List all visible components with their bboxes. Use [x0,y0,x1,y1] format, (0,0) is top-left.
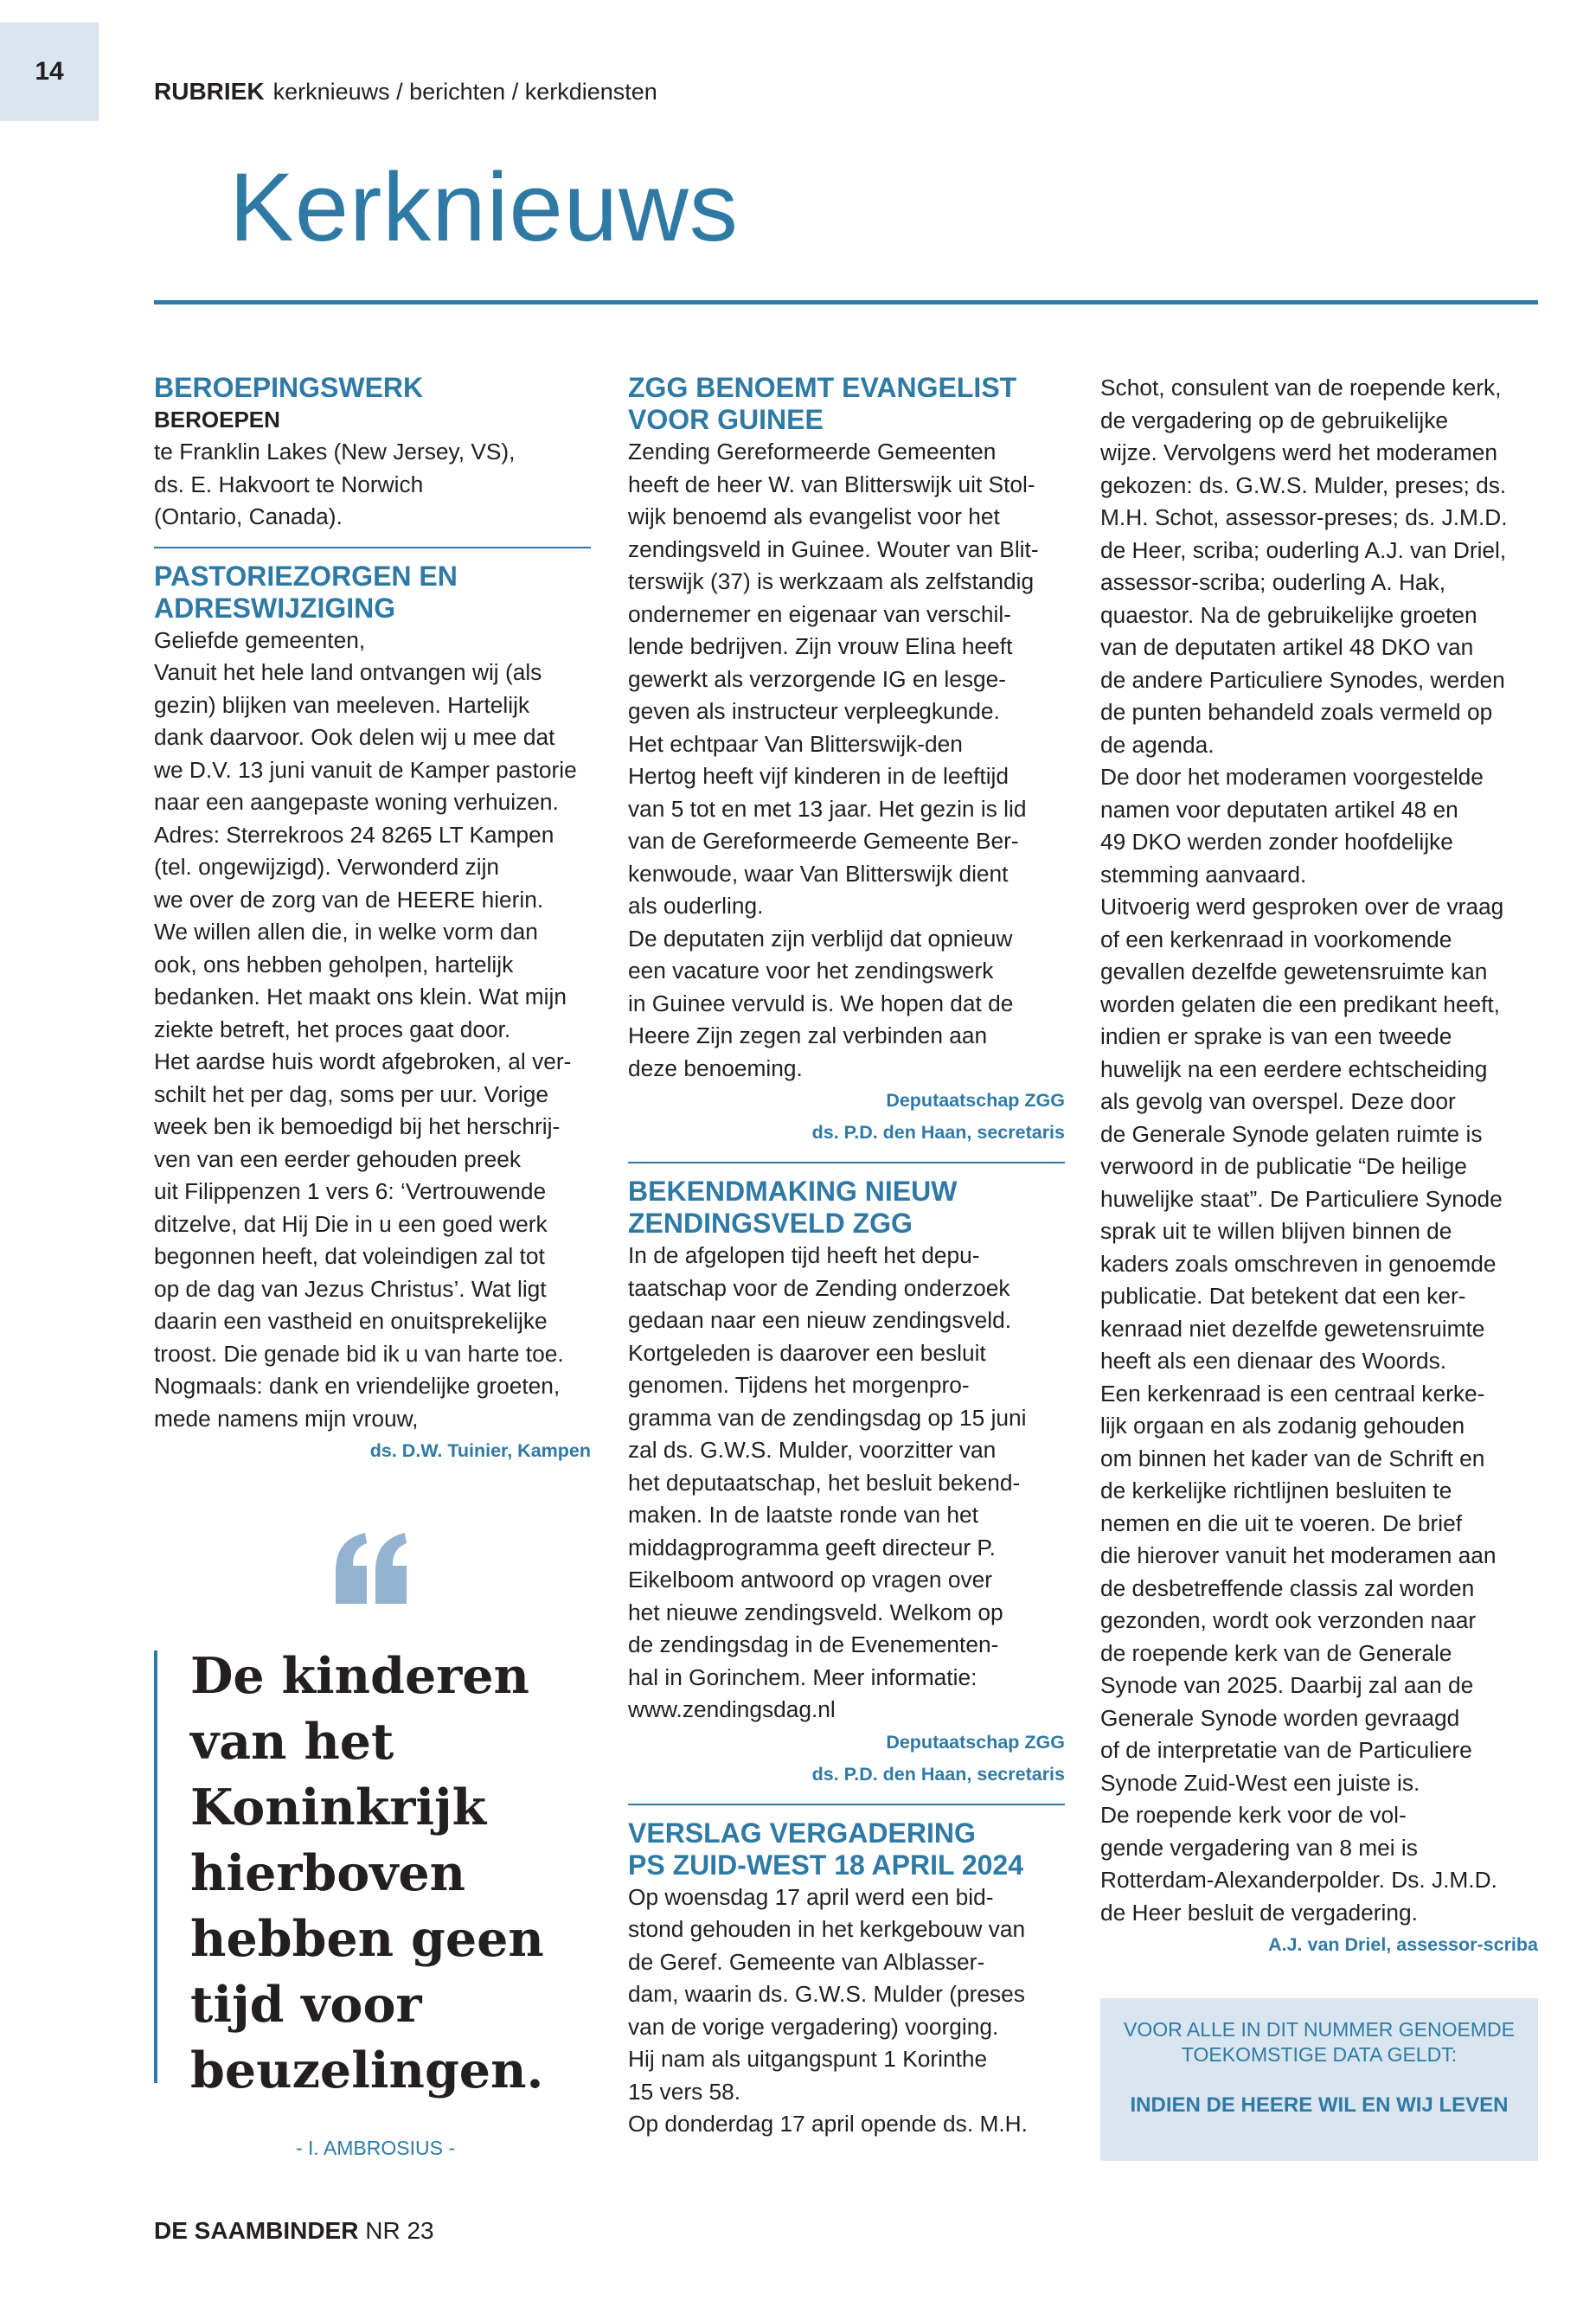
section-heading-pastoriezorgen [154,561,591,625]
pastorie-body [154,625,591,1436]
quote-line: beuzelingen. [190,2041,544,2099]
text-line: het deputaatschap, het besluit bekend- [628,1469,1021,1496]
quote-line: van het [190,1713,394,1771]
text-line: kenwoude, waar Van Blitterswijk dient [628,860,1009,887]
text-line: de Generale Synode gelaten ruimte is [1100,1120,1483,1147]
text-line: we over de zorg van de HEERE hierin. [154,886,544,913]
text-line: zal ds. G.W.S. Mulder, voorzitter van [628,1437,997,1463]
text-line: troost. Die genade bid ik u van harte toe. [154,1340,564,1367]
text-line: ondernemer en eigenaar van verschil- [628,600,1011,627]
quote-mark-icon [332,1531,410,1609]
text-line: www.zendingsdag.nl [628,1696,836,1722]
text-line: van 5 tot en met 13 jaar. Het gezin is lid [628,795,1027,822]
text-line: assessor-scriba; ouderling A. Hak, [1100,569,1446,595]
text-line: zendingsveld in Guinee. Wouter van Blit- [628,535,1039,562]
heading-line: ADRESWIJZIGING [154,592,396,624]
text-line: die hierover vanuit het moderamen aan [1100,1542,1497,1568]
text-line: gevallen dezelfde gewetensruimte kan [1100,958,1488,984]
text-line: We willen allen die, in welke vorm dan [154,919,538,945]
rubric-path: kerknieuws / berichten / kerkdiensten [272,79,657,105]
signature-tuinier: ds. D.W. Tuinier, Kampen [369,1440,591,1461]
text-line: namen voor deputaten artikel 48 en [1100,796,1458,823]
text-line: lende bedrijven. Zijn vrouw Elina heeft [628,633,1013,659]
text-line: gezin) blijken van meeleven. Hartelijk [154,691,530,718]
text-line: bedanken. Het maakt ons klein. Wat mijn [154,984,567,1009]
text-line: de desbetreffende classis zal worden [1100,1574,1475,1601]
text-line: kenraad niet dezelfde gewetensruimte [1100,1315,1485,1342]
text-line: huwelijke staat”. De Particuliere Synode [1100,1185,1503,1212]
text-line: Het echtpaar Van Blitterswijk-den [628,730,963,757]
quote-line: Koninkrijk [190,1779,487,1836]
quote-author: - I. AMBROSIUS - [295,2137,456,2159]
column-middle [628,372,1065,2141]
text-line: Hertog heeft vijf kinderen in de leeftijd [628,763,1009,789]
text-line: de Geref. Gemeente van Alblasser- [628,1948,985,1975]
text-line: verwoord in de publicatie “De heilige [1100,1153,1467,1179]
text-line: heeft de heer W. van Blitterswijk uit Stol- [628,471,1035,497]
pull-quote [190,1644,597,2104]
text-line: om binnen het kader van de Schrift en [1100,1445,1485,1471]
heading-line: VOOR GUINEE [628,404,824,435]
signature-secretaris: ds. P.D. den Haan, secretaris [811,1763,1065,1785]
text-line: huwelijk na een eerdere echtscheiding [1100,1055,1488,1082]
quote-line: hierboven [190,1844,466,1902]
text-line: kaders zoals omschreven in genoemde [1100,1250,1497,1277]
quote-line: hebben geen [190,1910,544,1968]
text-line: 49 DKO werden zonder hoofdelijke [1100,829,1453,855]
text-line: gezonden, wordt ook verzonden naar [1100,1607,1477,1633]
magazine-name: DE SAAMBINDER [154,2217,359,2244]
text-line: schilt het per dag, soms per uur. Vorige [154,1080,549,1107]
text-line: de kerkelijke richtlijnen besluiten te [1100,1477,1452,1503]
text-line: Geliefde gemeenten, [154,626,366,653]
text-line: de agenda. [1100,731,1215,758]
zendingsveld-body [628,1240,1065,1727]
signature-van-driel: A.J. van Driel, assessor-scriba [1268,1934,1538,1955]
text-line: Heere Zijn zegen zal verbinden aan [628,1022,988,1048]
text-line: Op woensdag 17 april werd een bid- [628,1883,994,1910]
text-line: Hij nam als uitgangspunt 1 Korinthe [628,2046,988,2072]
text-line: middagprogramma geeft directeur P. [628,1534,996,1561]
text-line: indien er sprake is van een tweede [1100,1023,1452,1049]
text-line: genomen. Tijdens het morgenpro- [628,1372,970,1398]
footer-magazine [154,2217,434,2245]
text-line: de vergadering op de gebruikelijke [1100,407,1449,433]
text-line: Eikelboom antwoord op vragen over [628,1567,992,1593]
text-line: nemen en die uit te voeren. De brief [1100,1509,1463,1536]
notice-box [1100,1998,1538,2161]
text-line: gramma van de zendingsdag op 15 juni [628,1404,1027,1431]
rubric-label: RUBRIEK [154,78,265,105]
text-line: De door het moderamen voorgestelde [1100,764,1484,790]
text-line: stond gehouden in het kerkgebouw van [628,1916,1026,1942]
page-title: Kerknieuws [229,153,739,261]
text-line: gedaan naar een nieuw zendingsveld. [628,1307,1012,1333]
heading-line: ZGG BENOEMT EVANGELIST [628,372,1017,403]
section-heading-verslag [628,1817,1065,1881]
text-line: Uitvoerig werd gesproken over de vraag [1100,894,1504,920]
heading-line: VERSLAG VERGADERING [628,1817,976,1849]
section-heading-zendingsveld [628,1176,1065,1240]
text-line: de zendingsdag in de Evenementen- [628,1631,999,1657]
text-line: dank daarvoor. Ook delen wij u mee dat [154,724,555,750]
verslag-body [628,1881,1065,2141]
text-line: Adres: Sterrekroos 24 8265 LT Kampen [154,821,554,848]
beroeping-body [154,436,591,534]
text-line: daarin een vastheid en onuitsprekelijke [154,1308,548,1334]
text-line: In de afgelopen tijd heeft het depu- [628,1242,980,1268]
text-line: mede namens mijn vrouw, [154,1405,419,1432]
text-line: uit Filippenzen 1 vers 6: ‘Vertrouwende [154,1178,547,1204]
text-line: Kortgeleden is daarover een besluit [628,1339,986,1366]
text-line: week ben ik bemoedigd bij het herschrij- [154,1113,561,1139]
text-line: terswijk (37) is werkzaam als zelfstandig [628,568,1035,594]
text-line: Synode Zuid-West een juiste is. [1100,1769,1420,1796]
column-right [1100,372,1538,1961]
text-line: ditzelve, dat Hij Die in u een goed werk [154,1210,548,1237]
text-line: Nogmaals: dank en vriendelijke groeten, [154,1373,561,1399]
signature-secretaris: ds. P.D. den Haan, secretaris [811,1122,1065,1143]
text-line: maken. In de laatste ronde van het [628,1502,978,1528]
text-line: worden gelaten die een predikant heeft, [1100,990,1500,1017]
text-line: De deputaten zijn verblijd dat opnieuw [628,925,1013,952]
section-divider [628,1804,1065,1805]
text-line: ziekte betreft, het proces gaat door. [154,1016,511,1042]
text-line: geven als instructeur verpleegkunde. [628,698,1000,724]
text-line: gekozen: ds. G.W.S. Mulder, preses; ds. [1100,471,1507,498]
text-line: ds. E. Hakvoort te Norwich [154,471,424,497]
notice-emphasis: INDIEN DE HEERE WIL EN WIJ LEVEN [1130,2093,1509,2117]
evangelist-body [628,436,1065,1085]
text-line: (Ontario, Canada). [154,503,343,529]
section-subheading-beroepen: BEROEPEN [154,407,280,433]
text-line: de andere Particuliere Synodes, werden [1100,666,1505,693]
page-number: 14 [0,22,99,121]
text-line: quaestor. Na de gebruikelijke groeten [1100,601,1477,628]
text-line: een vacature voor het zendingswerk [628,958,994,984]
text-line: Generale Synode worden gevraagd [1100,1704,1460,1731]
text-line: of een kerkenraad in voorkomende [1100,926,1452,952]
text-line: gewerkt als verzorgende IG en lesge- [628,665,1007,692]
text-line: lijk orgaan en als zodanig gehouden [1100,1413,1465,1439]
text-line: als gevolg van overspel. Deze door [1100,1088,1456,1114]
text-line: de Heer besluit de vergadering. [1100,1899,1418,1926]
text-line: het nieuwe zendingsveld. Welkom op [628,1599,1003,1625]
text-line: Schot, consulent van de roepende kerk, [1100,375,1502,401]
heading-line: BEKENDMAKING NIEUW [628,1176,958,1207]
quote-line: tijd voor [190,1976,422,2034]
text-line: naar een aangepaste woning verhuizen. [154,789,559,815]
text-line: Het aardse huis wordt afgebroken, al ver- [154,1048,572,1074]
text-line: dam, waarin ds. G.W.S. Mulder (preses [628,1981,1025,2007]
notice-line-2: TOEKOMSTIGE DATA GELDT: [1181,2043,1458,2066]
text-line: op de dag van Jezus Christus’. Wat ligt [154,1275,547,1302]
text-line: de punten behandeld zoals vermeld op [1100,699,1493,725]
verslag-continued-body [1100,372,1538,1929]
text-line: als ouderling. [628,893,764,919]
title-divider [154,300,1538,304]
issue-number: NR 23 [365,2217,434,2244]
text-line: 15 vers 58. [628,2078,741,2105]
text-line: stemming aanvaard. [1100,861,1307,888]
text-line: de roepende kerk van de Generale [1100,1639,1452,1666]
text-line: De roepende kerk voor de vol- [1100,1802,1407,1828]
text-line: deze benoeming. [628,1054,803,1081]
text-line: sprak uit te willen blijven binnen de [1100,1218,1452,1244]
text-line: van de deputaten artikel 48 DKO van [1100,634,1474,660]
text-line: hal in Gorinchem. Meer informatie: [628,1663,977,1690]
quote-line: De kinderen [190,1647,529,1705]
text-line: gende vergadering van 8 mei is [1100,1834,1418,1861]
section-divider [154,547,591,548]
text-line: of de interpretatie van de Particuliere [1100,1737,1472,1763]
text-line: ven van een eerder gehouden preek [154,1145,521,1172]
text-line: Een kerkenraad is een centraal kerke- [1100,1380,1485,1407]
notice-line-1: VOOR ALLE IN DIT NUMMER GENOEMDE [1124,2018,1515,2041]
text-line: de Heer, scriba; ouderling A.J. van Driel, [1100,536,1507,563]
text-line: (tel. ongewijzigd). Verwonderd zijn [154,854,500,880]
text-line: heeft als een dienaar des Woords. [1100,1348,1447,1374]
text-line: Op donderdag 17 april opende ds. M.H. [628,2111,1028,2137]
quote-bar [154,1650,157,2083]
heading-line: ZENDINGSVELD ZGG [628,1208,913,1239]
text-line: in Guinee vervuld is. We hopen dat de [628,990,1014,1016]
text-line: Zending Gereformeerde Gemeenten [628,439,997,465]
text-line: Synode van 2025. Daarbij zal aan de [1100,1672,1474,1698]
text-line: te Franklin Lakes (New Jersey, VS), [154,439,516,465]
section-heading-evangelist [628,372,1065,436]
text-line: Vanuit het hele land ontvangen wij (als [154,659,542,685]
text-line: M.H. Schot, assessor-preses; ds. J.M.D. [1100,504,1508,530]
text-line: ook, ons hebben geholpen, hartelijk [154,951,514,977]
signature-deputaatschap: Deputaatschap ZGG [886,1731,1065,1753]
text-line: taatschap voor de Zending onderzoek [628,1274,1010,1301]
text-line: publicatie. Dat betekent dat een ker- [1100,1283,1466,1309]
text-line: Rotterdam-Alexanderpolder. Ds. J.M.D. [1100,1867,1497,1893]
rubric-breadcrumb [154,78,657,106]
heading-line: PASTORIEZORGEN EN [154,560,458,592]
section-divider [628,1162,1065,1163]
text-line: van de Gereformeerde Gemeente Ber- [628,828,1019,854]
signature-deputaatschap: Deputaatschap ZGG [886,1090,1065,1111]
text-line: wijk benoemd als evangelist voor het [628,503,1000,529]
text-line: we D.V. 13 juni vanuit de Kamper pastorie [154,756,577,783]
column-left [154,372,591,1467]
text-line: van de vorige vergadering) voorging. [628,2013,999,2040]
heading-line: PS ZUID-WEST 18 APRIL 2024 [628,1849,1024,1881]
text-line: begonnen heeft, dat voleindigen zal tot [154,1243,545,1269]
section-heading-beroepingswerk: BEROEPINGSWERK [154,372,424,403]
text-line: wijze. Vervolgens werd het moderamen [1100,439,1497,465]
